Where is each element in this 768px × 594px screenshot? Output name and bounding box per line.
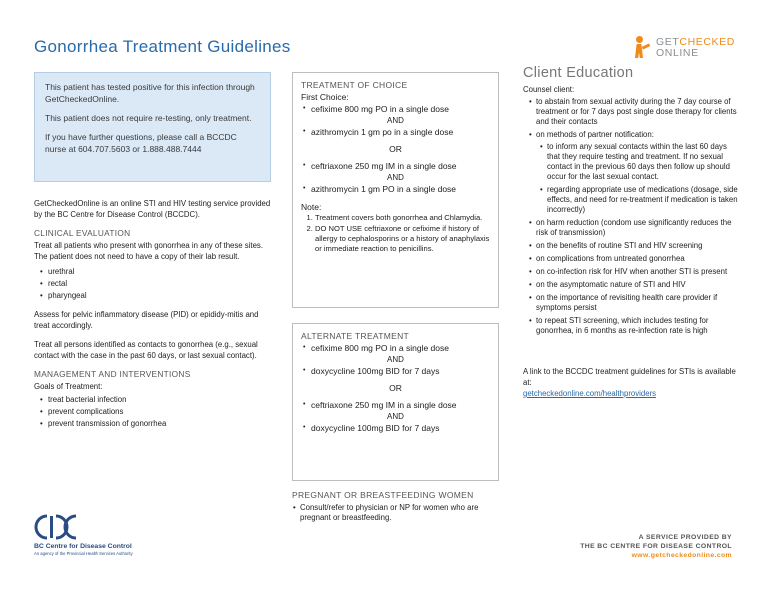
goals-label: Goals of Treatment: <box>34 382 103 391</box>
list-item: • urethral <box>40 266 272 277</box>
list-item: • on complications from untreated gonorrhea <box>529 254 738 264</box>
notes-list <box>315 213 490 254</box>
option-cefixime: • cefixime 800 mg PO in a single dose <box>301 103 490 115</box>
patient-notice-box <box>34 72 271 182</box>
left-column <box>34 198 272 437</box>
pregnant-heading: PREGNANT OR BREASTFEEDING WOMEN <box>292 490 474 500</box>
list-item: • prevent complications <box>40 406 272 417</box>
list-item: • regarding appropriate use of medications (dosage, side effects, and need for re-treatment if medication is taken incorrectly) <box>540 185 738 215</box>
list-item: 2. DO NOT USE ceftriaxone or cefixime if history of allergy to cephalosporins or a history of anaphylaxis or immediate reaction to penicillins. <box>315 224 490 254</box>
getcheckedonline-logo <box>630 36 735 60</box>
list-item: • treat bacterial infection <box>40 394 272 405</box>
list-item: • prevent transmission of gonorrhea <box>40 418 272 429</box>
and-label: AND <box>387 173 404 182</box>
education-list <box>529 97 738 336</box>
intro-text: GetCheckedOnline is an online STI and HIV testing service provided by the BC Centre for Disease Control (BCCDC). <box>34 199 271 219</box>
person-icon <box>630 36 652 60</box>
bccdc-logo <box>34 514 133 556</box>
treatment-choice-heading: TREATMENT OF CHOICE <box>301 80 408 90</box>
logo-online: ONLINE <box>656 47 699 59</box>
client-education-title: Client Education <box>523 65 634 81</box>
alt-option-doxycycline-2: • doxycycline 100mg BID for 7 days <box>301 422 490 434</box>
option-ceftriaxone: • ceftriaxone 250 mg IM in a single dose <box>301 160 490 172</box>
page-title: Gonorrhea Treatment Guidelines <box>34 37 291 56</box>
list-item: • on co-infection risk for HIV when another STI is present <box>529 267 738 277</box>
notice-tested: This patient has tested positive for this infection through GetCheckedOnline. <box>45 82 255 104</box>
list-item: 1. Treatment covers both gonorrhea and Chlamydia. <box>315 213 490 223</box>
alt-option-cefixime: • cefixime 800 mg PO in a single dose <box>301 342 490 354</box>
treatment-of-choice-box <box>292 72 499 308</box>
counsel-label: Counsel client: <box>523 85 575 94</box>
list-item: • pharyngeal <box>40 290 272 301</box>
list-item: • rectal <box>40 278 272 289</box>
first-choice-label: First Choice: <box>301 92 349 102</box>
note-label: Note: <box>301 202 322 212</box>
alt-option-doxycycline: • doxycycline 100mg BID for 7 days <box>301 365 490 377</box>
bccdc-mark-icon <box>34 514 94 540</box>
logo-get: GET <box>656 36 680 48</box>
notice-no-retest: This patient does not require re-testing, only treatment. <box>45 113 252 123</box>
link-text: A link to the BCCDC treatment guidelines for STIs is available at: <box>523 367 736 387</box>
client-education-column <box>523 65 738 399</box>
footer-url[interactable]: www.getcheckedonline.com <box>631 552 732 559</box>
clinical-text: Treat all patients who present with gonorrhea in any of these sites. The patient does not need to have a copy of their lab result. <box>34 241 263 261</box>
goals-list <box>40 394 272 429</box>
option-azithromycin: • azithromycin 1 gm po in a single dose <box>301 126 490 138</box>
list-item: • on harm reduction (condom use significantly reduces the risk of transmission) <box>529 218 738 238</box>
pregnant-section <box>292 490 502 523</box>
list-item: • on the benefits of routine STI and HIV screening <box>529 241 738 251</box>
list-item: • to inform any sexual contacts within the last 60 days that they require testing and treatment. If no sexual contact in the previous 60 days then follow up should occur for the last sexual contact. <box>540 142 738 182</box>
list-item: • to abstain from sexual activity during the 7 day course of treatment or for 7 days post single dose therapy for clients and their contacts <box>529 97 738 127</box>
alternate-treatment-box <box>292 323 499 481</box>
or-label: OR <box>389 383 402 393</box>
alt-option-ceftriaxone: • ceftriaxone 250 mg IM in a single dose <box>301 399 490 411</box>
list-item: • on the importance of revisiting health care provider if symptoms persist <box>529 293 738 313</box>
list-item: • to repeat STI screening, which includes testing for gonorrhea, in 6 months as re-infection rate is high <box>529 316 738 336</box>
footer-line2: THE BC CENTRE FOR DISEASE CONTROL <box>580 543 732 550</box>
and-label: AND <box>387 412 404 421</box>
healthproviders-link[interactable]: getcheckedonline.com/healthproviders <box>523 389 657 398</box>
and-label: AND <box>387 116 404 125</box>
or-label: OR <box>389 144 402 154</box>
list-item: • on methods of partner notification: • to inform any sexual contacts within the last 60 days that they require testing and treatment. If no sexual contact in the previous 60 days then follow up should occur for the last sexual contact. • regarding appropriate use of medications (dosage, side effects, and need for re-treatment if medication is taken incorrectly) <box>529 130 738 215</box>
bccdc-sub: An agency of the Provincial Health Services Authority <box>34 551 133 556</box>
management-heading: MANAGEMENT AND INTERVENTIONS <box>34 369 191 379</box>
footer-credit <box>580 533 732 560</box>
logo-checked: CHECKED <box>679 36 735 48</box>
alternate-heading: ALTERNATE TREATMENT <box>301 331 410 341</box>
pid-text: Assess for pelvic inflammatory disease (PID) or epididy-mitis and treat accordingly. <box>34 310 259 330</box>
sites-list <box>40 266 272 301</box>
and-label: AND <box>387 355 404 364</box>
list-item: • on the asymptomatic nature of STI and HIV <box>529 280 738 290</box>
footer-line1: A SERVICE PROVIDED BY <box>638 534 732 541</box>
pregnant-text: • Consult/refer to physician or NP for women who are pregnant or breastfeeding. <box>293 503 479 522</box>
clinical-heading: CLINICAL EVALUATION <box>34 228 131 238</box>
bccdc-name: BC Centre for Disease Control <box>34 543 132 550</box>
option-azithromycin-po: • azithromycin 1 gm PO in a single dose <box>301 183 490 195</box>
notice-contact: If you have further questions, please call a BCCDC nurse at 604.707.5603 or 1.888.488.7444 <box>45 132 237 154</box>
contacts-text: Treat all persons identified as contacts to gonorrhea (e.g., sexual contact with the case in the past 60 days, or last sexual contact). <box>34 340 258 360</box>
